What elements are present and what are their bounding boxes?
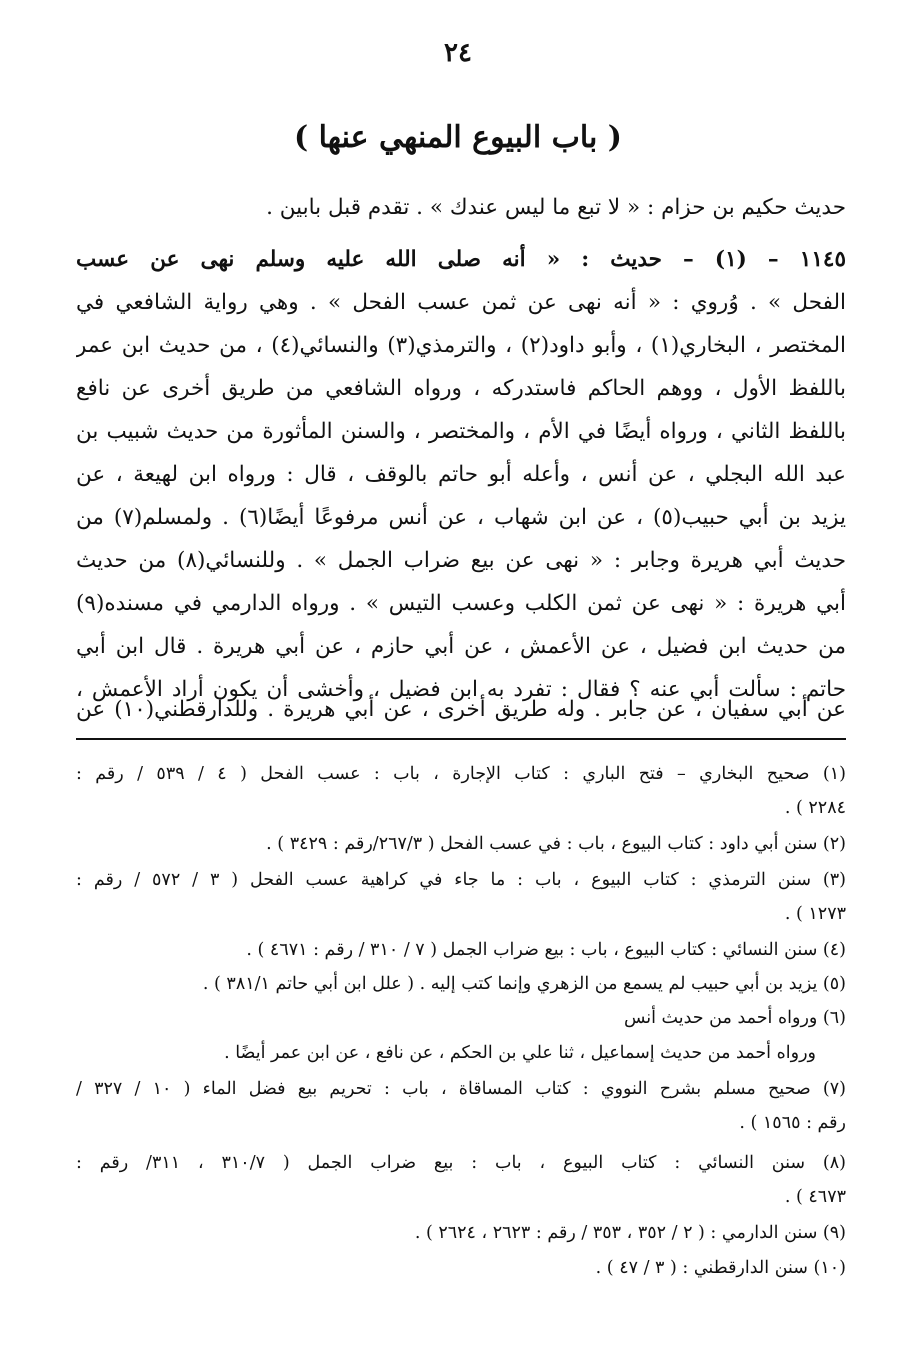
footnote-2: (٢) سنن أبي داود : كتاب البيوع ، باب : في عسب الفحل ( ٢٦٧/٣/رقم : ٣٤٢٩ ) . — [266, 834, 846, 854]
body-line-5: باللفظ الأول ، ووهم الحاكم فاستدركه ، ورواه الشافعي من طريق أخرى عن نافع — [76, 376, 846, 401]
footnote-10: (١٠) سنن الدارقطني : ( ٣ / ٤٧ ) . — [595, 1258, 846, 1278]
footnote-5: (٥) يزيد بن أبي حبيب لم يسمع من الزهري وإنما كتب إليه . ( علل ابن أبي حاتم ٣٨١/١ ) . — [202, 974, 846, 994]
chapter-title: ( باب البيوع المنهي عنها ) — [294, 120, 622, 155]
body-line-2: ١١٤٥ – (١) – حديث : « أنه صلى الله عليه وسلم نهى عن عسب — [76, 247, 846, 272]
footnote-1-cont: ٢٢٨٤ ) . — [784, 798, 846, 818]
body-line-13: عن أبي سفيان ، عن جابر . وله طريق أخرى ، عن أبي هريرة . وللدارقطني(١٠) عن — [76, 697, 846, 722]
footnote-1: (١) صحيح البخاري – فتح الباري : كتاب الإجارة ، باب : عسب الفحل ( ٤ / ٥٣٩ / رقم : — [76, 764, 846, 784]
footnote-7: (٧) صحيح مسلم بشرح النووي : كتاب المساقاة ، باب : تحريم بيع فضل الماء ( ١٠ / ٣٢٧ / — [76, 1079, 846, 1099]
page-number: ٢٤ — [444, 38, 472, 68]
footnote-4: (٤) سنن النسائي : كتاب البيوع ، باب : بيع ضراب الجمل ( ٧ / ٣١٠ / رقم : ٤٦٧١ ) . — [246, 940, 846, 960]
footnote-6-cont: ورواه أحمد من حديث إسماعيل ، ثنا علي بن الحكم ، عن نافع ، عن ابن عمر أيضًا . — [224, 1043, 816, 1063]
footnote-7-cont: رقم : ١٥٦٥ ) . — [739, 1113, 846, 1133]
body-line-11: من حديث ابن فضيل ، عن الأعمش ، عن أبي حازم ، عن أبي هريرة . قال ابن أبي — [76, 634, 846, 659]
body-line-3: الفحل » . وُروي : « أنه نهى عن ثمن عسب الفحل » . وهي رواية الشافعي في — [76, 290, 846, 315]
body-line-4: المختصر ، البخاري(١) ، وأبو داود(٢) ، والترمذي(٣) والنسائي(٤) ، من حديث ابن عمر — [76, 333, 846, 358]
body-line-7: عبد الله البجلي ، عن أنس ، وأعله أبو حاتم بالوقف ، قال : ورواه ابن لهيعة ، عن — [76, 462, 846, 487]
body-line-9: حديث أبي هريرة وجابر : « نهى عن بيع ضراب الجمل » . وللنسائي(٨) من حديث — [76, 548, 846, 573]
body-line-10: أبي هريرة : « نهى عن ثمن الكلب وعسب التيس » . ورواه الدارمي في مسنده(٩) — [76, 591, 846, 616]
footnote-8: (٨) سنن النسائي : كتاب البيوع ، باب : بيع ضراب الجمل ( ٣١٠/٧ ، ٣١١/ رقم : — [76, 1153, 846, 1173]
footnote-3: (٣) سنن الترمذي : كتاب البيوع ، باب : ما جاء في كراهية عسب الفحل ( ٣ / ٥٧٢ / رقم : — [76, 870, 846, 890]
footnote-6: (٦) ورواه أحمد من حديث أنس — [623, 1008, 846, 1028]
body-line-12: حاتم : سألت أبي عنه ؟ فقال : تفرد به ابن فضيل ، وأخشى أن يكون أراد الأعمش ، — [76, 677, 846, 702]
footnote-divider — [76, 738, 846, 740]
footnote-9: (٩) سنن الدارمي : ( ٢ / ٣٥٢ ، ٣٥٣ / رقم : ٢٦٢٣ ، ٢٦٢٤ ) . — [414, 1223, 846, 1243]
body-line-1: حديث حكيم بن حزام : « لا تبع ما ليس عندك » . تقدم قبل بابين . — [266, 195, 846, 220]
body-line-8: يزيد بن أبي حبيب(٥) ، عن ابن شهاب ، عن أنس مرفوعًا أيضًا(٦) . ولمسلم(٧) من — [76, 505, 846, 530]
body-line-6: باللفظ الثاني ، ورواه أيضًا في الأم ، والمختصر ، والسنن المأثورة من حديث شبيب بن — [76, 419, 846, 444]
footnote-8-cont: ٤٦٧٣ ) . — [784, 1187, 846, 1207]
footnote-3-cont: ١٢٧٣ ) . — [784, 904, 846, 924]
